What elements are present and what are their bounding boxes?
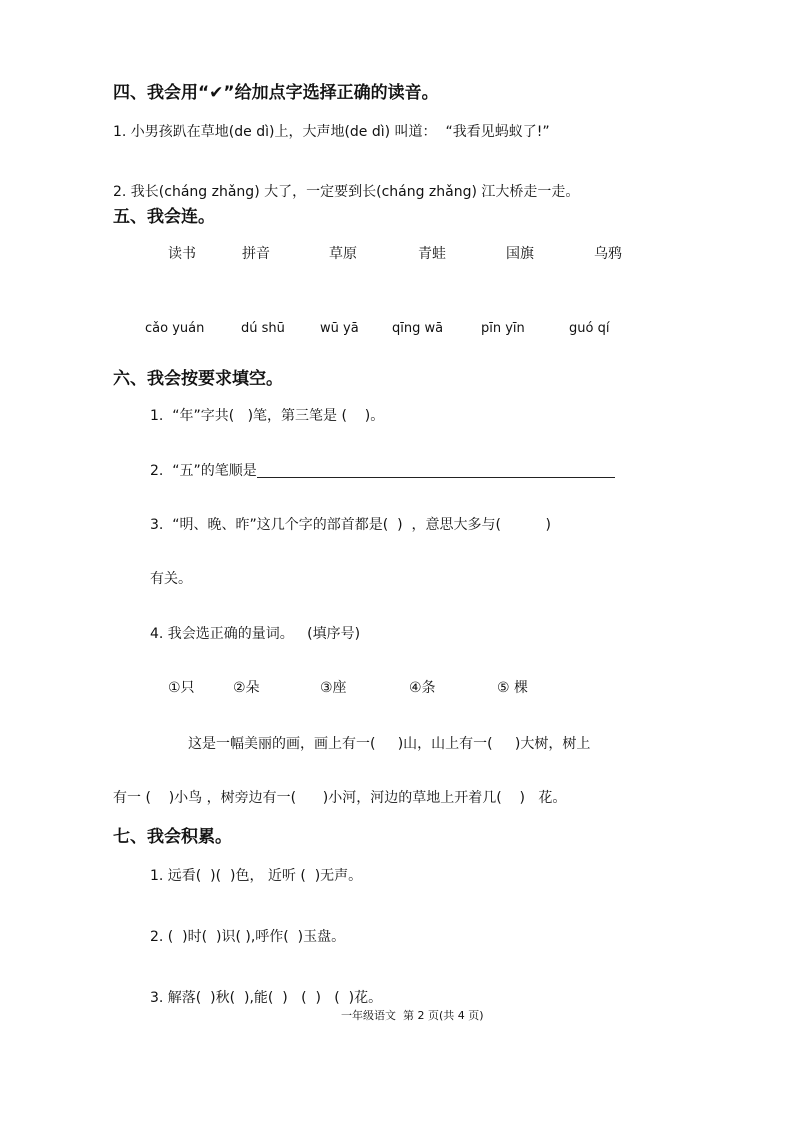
sec4-question-2: 2. 我长(cháng zhǎng) 大了，一定要到长(cháng zhǎng) 江大桥走一走。 [113, 184, 580, 200]
option-2: ②朵 [233, 680, 260, 696]
word-2: 拼音 [242, 246, 270, 262]
section-5-title: 五、我会连。 [113, 207, 215, 227]
section-4-title: 四、我会用“✔”给加点字选择正确的读音。 [113, 83, 439, 103]
section-6-title: 六、我会按要求填空。 [113, 369, 283, 389]
sec6-question-3: 3. “明、晚、昨”这几个字的部首都是( ) ，意思大多与( ) [150, 517, 551, 533]
sec6-question-2-label: 2. “五”的笔顺是 [150, 463, 257, 479]
sec7-question-2: 2. ( )时( )识( ),呼作( )玉盘。 [150, 929, 346, 945]
word-3: 草原 [329, 246, 357, 262]
word-5: 国旗 [506, 246, 534, 262]
option-4: ④条 [409, 680, 436, 696]
paragraph-line-1: 这是一幅美丽的画，画上有一( )山，山上有一( )大树，树上 [188, 736, 591, 752]
section-7-title: 七、我会积累。 [113, 827, 232, 847]
option-1: ①只 [168, 680, 195, 696]
word-1: 读书 [168, 246, 196, 262]
sec6-question-3-continued: 有关。 [150, 571, 192, 587]
paragraph-line-2: 有一 ( )小鸟 ，树旁边有一( )小河，河边的草地上开着几( ) 花。 [113, 790, 567, 806]
pinyin-6: guó qí [569, 321, 610, 336]
word-6: 乌鸦 [594, 246, 622, 262]
pinyin-1: cǎo yuán [145, 321, 205, 336]
sec6-question-4: 4. 我会选正确的量词。 (填序号) [150, 626, 361, 642]
sec6-question-2 [150, 460, 615, 480]
option-3: ③座 [320, 680, 347, 696]
sec4-question-1: 1. 小男孩趴在草地(de dì)上，大声地(de dì) 叫道： “我看见蚂蚁了!” [113, 124, 550, 140]
word-4: 青蛙 [418, 246, 446, 262]
sec7-question-1: 1. 远看( )( )色， 近听 ( )无声。 [150, 868, 363, 884]
pinyin-3: wū yā [320, 321, 359, 336]
pinyin-5: pīn yīn [481, 321, 525, 336]
pinyin-4: qīng wā [392, 321, 444, 336]
page-footer: 一年级语文 第 2 页(共 4 页) [341, 1009, 484, 1022]
option-5: ⑤ 棵 [497, 680, 529, 696]
sec7-question-3: 3. 解落( )秋( ),能( ) ( ) ( )花。 [150, 990, 383, 1006]
sec6-question-1: 1. “年”字共( )笔，第三笔是 ( )。 [150, 408, 385, 424]
pinyin-2: dú shū [241, 321, 285, 336]
answer-line [257, 462, 615, 478]
